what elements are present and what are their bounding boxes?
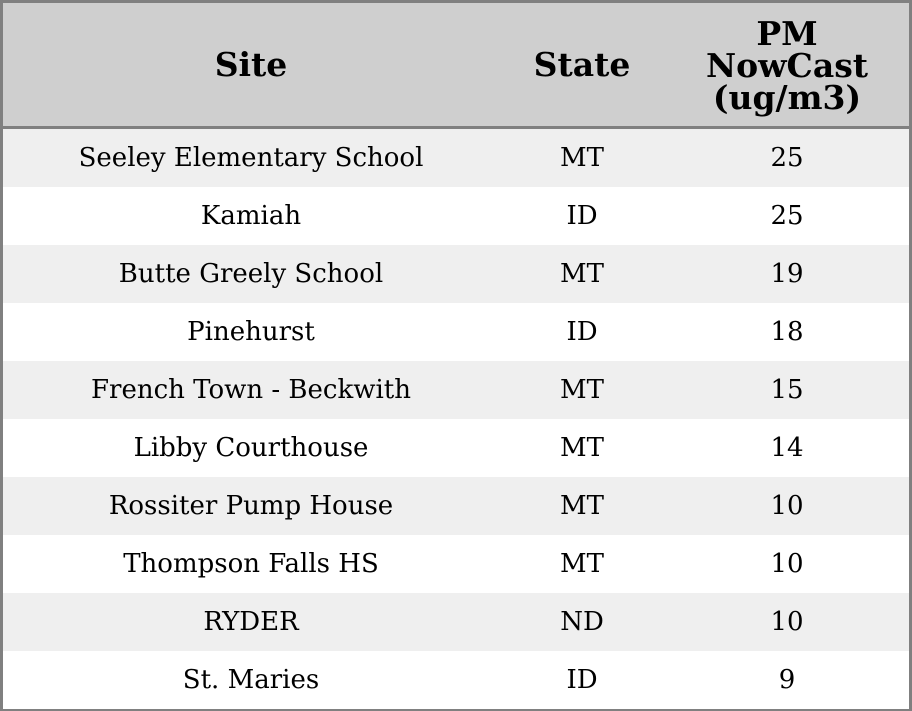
table-row [3, 187, 909, 245]
table-row [3, 245, 909, 303]
table-body [3, 129, 909, 709]
site-cell: Libby Courthouse [133, 433, 369, 463]
pm-value-cell: 10 [770, 607, 804, 637]
state-cell: ID [566, 317, 598, 347]
table-row [3, 303, 909, 361]
pm-value-cell: 18 [770, 317, 804, 347]
state-cell: MT [560, 549, 604, 579]
table-row [3, 593, 909, 651]
table-row [3, 535, 909, 593]
header-site: Site [214, 44, 288, 84]
header-state: State [533, 44, 631, 84]
state-cell: ID [566, 201, 598, 231]
pm-value-cell: 19 [770, 259, 804, 289]
pm-value-cell: 14 [770, 433, 804, 463]
pm-value-cell: 25 [770, 201, 804, 231]
site-cell: Butte Greely School [118, 259, 384, 289]
site-cell: RYDER [203, 607, 299, 637]
header-pm-nowcast: PM NowCast (ug/m3) [705, 13, 869, 117]
site-cell: Thompson Falls HS [123, 549, 379, 579]
table-row [3, 361, 909, 419]
pm-value-cell: 10 [770, 549, 804, 579]
pm-value-cell: 9 [778, 665, 796, 695]
site-cell: Pinehurst [187, 317, 315, 347]
state-cell: MT [560, 375, 604, 405]
pm-value-cell: 15 [770, 375, 804, 405]
state-cell: MT [560, 491, 604, 521]
state-cell: MT [560, 433, 604, 463]
state-cell: MT [560, 143, 604, 173]
pm-value-cell: 10 [770, 491, 804, 521]
state-cell: ND [560, 607, 604, 637]
table-row [3, 419, 909, 477]
pm-value-cell: 25 [770, 143, 804, 173]
site-cell: Kamiah [200, 201, 302, 231]
table-row [3, 477, 909, 535]
site-cell: Rossiter Pump House [108, 491, 394, 521]
state-cell: MT [560, 259, 604, 289]
table-row [3, 129, 909, 187]
site-cell: French Town - Beckwith [90, 375, 412, 405]
site-cell: Seeley Elementary School [78, 143, 424, 173]
site-cell: St. Maries [182, 665, 320, 695]
table-row [3, 651, 909, 709]
table-header [3, 3, 909, 129]
state-cell: ID [566, 665, 598, 695]
